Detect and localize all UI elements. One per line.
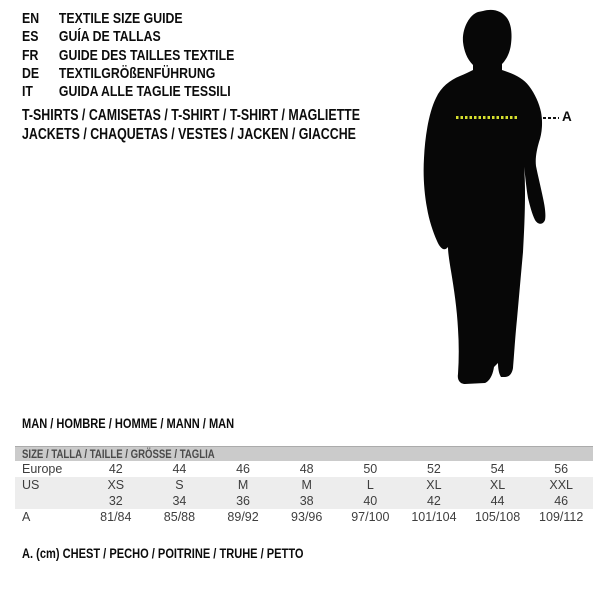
cell: M xyxy=(301,478,312,492)
cell: 32 xyxy=(108,494,123,508)
language-code: FR xyxy=(22,46,39,64)
cell: 42 xyxy=(108,462,123,476)
language-code: IT xyxy=(22,83,33,101)
gender-heading: MAN / HOMBRE / HOMME / MANN / MAN xyxy=(22,416,235,431)
table-row-us xyxy=(15,477,593,493)
language-row xyxy=(22,28,281,46)
language-title: GUÍA DE TALLAS xyxy=(58,28,161,46)
chest-measure-line-leader xyxy=(543,117,559,120)
language-row xyxy=(22,83,281,101)
cell: 44 xyxy=(490,494,505,508)
cell: 38 xyxy=(299,494,314,508)
cell: XXL xyxy=(549,478,573,492)
cell: 56 xyxy=(554,462,569,476)
cell: M xyxy=(237,478,249,492)
language-title: TEXTILE SIZE GUIDE xyxy=(58,10,183,27)
cell: 89/92 xyxy=(227,510,259,524)
man-silhouette xyxy=(420,8,570,388)
language-title: GUIDA ALLE TAGLIE TESSILI xyxy=(58,83,231,101)
cell: 85/88 xyxy=(163,510,196,524)
cell: 81/84 xyxy=(100,510,132,524)
language-list xyxy=(22,10,281,101)
language-code: DE xyxy=(22,64,40,82)
row-label: Europe xyxy=(22,462,63,476)
language-code: ES xyxy=(22,28,39,46)
table-row-europe xyxy=(15,461,593,477)
table-row-numeric xyxy=(15,493,593,509)
measure-label-a: A xyxy=(562,109,572,124)
language-title: GUIDE DES TAILLES TEXTILE xyxy=(58,46,235,64)
row-label: A xyxy=(22,510,31,524)
cell: 54 xyxy=(490,462,505,476)
measure-footnote: A. (cm) CHEST / PECHO / POITRINE / TRUHE / PETTO xyxy=(22,546,304,561)
product-categories xyxy=(22,107,445,144)
cell: 46 xyxy=(236,462,251,476)
chest-measure-line-on-body xyxy=(456,116,518,119)
row-label: US xyxy=(22,478,40,492)
cell: XL xyxy=(426,478,442,492)
product-line-tshirts: T-SHIRTS / CAMISETAS / T-SHIRT / T-SHIRT / MAGLIETTE xyxy=(22,107,361,124)
cell: XL xyxy=(489,478,506,492)
cell: 105/108 xyxy=(474,510,521,524)
size-table-header: SIZE / TALLA / TAILLE / GRÖSSE / TAGLIA xyxy=(15,446,593,461)
cell: 101/104 xyxy=(411,510,457,524)
cell: 36 xyxy=(236,494,251,508)
language-code: EN xyxy=(22,10,40,27)
cell: 48 xyxy=(299,462,314,476)
cell: L xyxy=(366,478,374,492)
cell: 52 xyxy=(426,462,441,476)
cell: 42 xyxy=(426,494,441,508)
cell: S xyxy=(175,478,184,492)
cell: 109/112 xyxy=(539,510,584,524)
cell: XS xyxy=(107,478,125,492)
cell: 50 xyxy=(363,462,378,476)
cell: 34 xyxy=(172,494,187,508)
product-line-jackets: JACKETS / CHAQUETAS / VESTES / JACKEN / GIACCHE xyxy=(22,125,356,143)
cell: 93/96 xyxy=(291,510,323,524)
cell: 44 xyxy=(172,462,187,476)
language-row xyxy=(22,10,281,28)
table-row-chest-a xyxy=(15,509,593,525)
size-table xyxy=(15,446,593,525)
cell: 46 xyxy=(554,494,569,508)
cell: 97/100 xyxy=(351,510,390,524)
cell: 40 xyxy=(363,494,378,508)
language-row xyxy=(22,65,281,83)
language-title: TEXTILGRÖßENFÜHRUNG xyxy=(58,64,216,82)
language-row xyxy=(22,47,281,65)
